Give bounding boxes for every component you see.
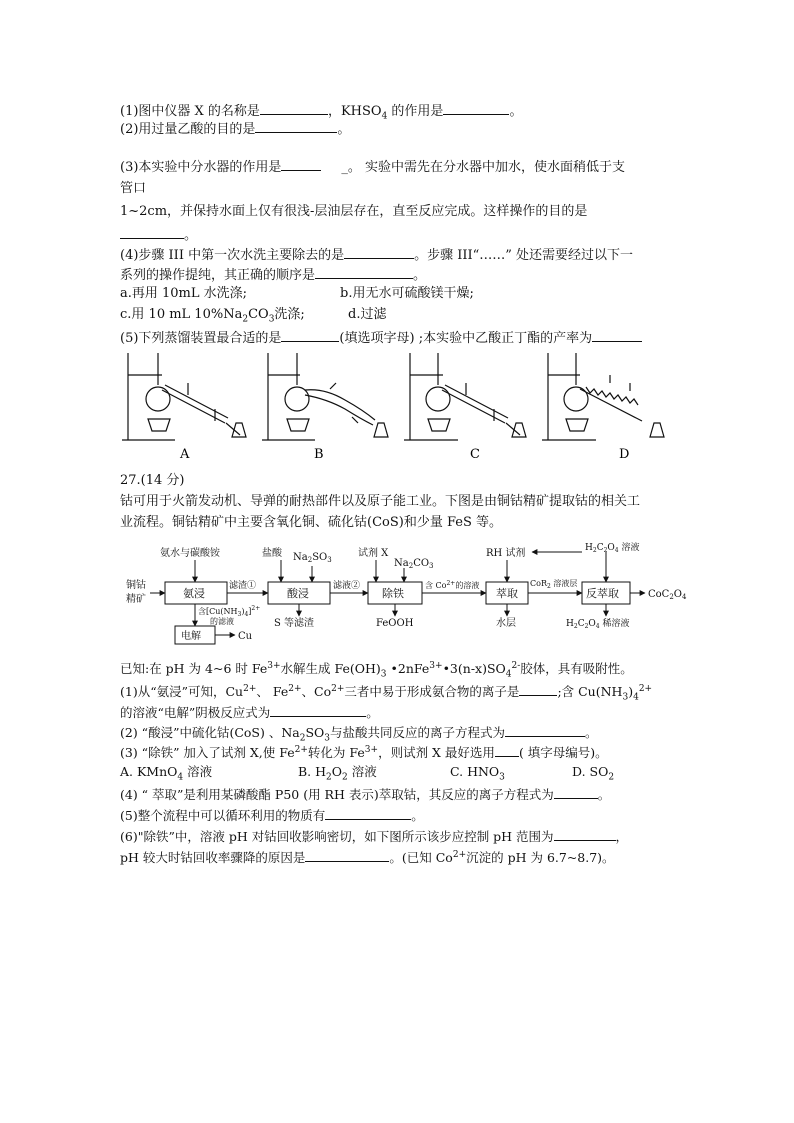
q3-line-4: 。 bbox=[120, 224, 197, 245]
p2-line: (2) “酸浸”中硫化钴(CoS) 、$Na_2SO_3$与盐酸共同反应的离子方程式为 。 bbox=[120, 722, 598, 742]
answer-blank[interactable] bbox=[505, 722, 585, 737]
rh-label: RH 试剂 bbox=[486, 548, 526, 559]
answer-blank[interactable] bbox=[260, 100, 328, 115]
q1-line: (1)图中仪器 X 的名称是 ，$KHSO_4$ 的作用是 。 bbox=[120, 100, 522, 121]
answer-blank[interactable] bbox=[592, 327, 642, 342]
section-27-heading: 27.(14 分) bbox=[120, 473, 185, 488]
option-c: c.用 10 mL $10\%Na_2CO_3$洗涤; bbox=[120, 307, 305, 325]
na2co3-label: $Na_2CO_3$ bbox=[394, 558, 434, 570]
q2-line: (2)用过量乙酸的目的是 。 bbox=[120, 118, 350, 139]
answer-blank[interactable] bbox=[325, 805, 411, 820]
na2so3-label: $Na_2SO_3$ bbox=[293, 552, 332, 564]
co-solution-label: 含 $Co^{2+}$的溶液 bbox=[425, 580, 480, 590]
water-layer-label: 水层 bbox=[496, 618, 516, 629]
box1-reagent: 氨水与碳酸铵 bbox=[160, 548, 220, 559]
answer-blank[interactable] bbox=[554, 784, 598, 799]
box-electrolysis-label: 电解 bbox=[181, 631, 201, 642]
p6-line-2: pH 较大时钴回收率骤降的原因是 。(已知 $Co^{2+}$沉淀的 pH 为 6.7~8.7)。 bbox=[120, 847, 615, 867]
answer-blank[interactable] bbox=[344, 244, 414, 259]
option-d: d.过滤 bbox=[348, 307, 387, 322]
p1-line: (1)从“氨浸”可知，$Cu^{2+}$、 $Fe^{2+}$、$Co^{2+}$三者中易于形成氨合物的离子是 ;含 $Cu(NH_3)_4^{2+}$ bbox=[120, 681, 652, 701]
apparatus-d bbox=[542, 353, 664, 440]
distillation-apparatus-figure bbox=[0, 345, 794, 465]
answer-blank[interactable] bbox=[495, 742, 519, 757]
intro-line-2: 业流程。铜钴精矿中主要含氧化铜、硫化钴(CoS)和少量 FeS 等。 bbox=[120, 515, 502, 530]
box3-label: 除铁 bbox=[382, 587, 404, 600]
reagent-x-label: 试剂 X bbox=[358, 548, 389, 559]
answer-blank[interactable] bbox=[315, 264, 413, 279]
hcl-label: 盐酸 bbox=[262, 548, 282, 559]
p6-line: (6)"除铁”中，溶液 pH 对钴回收影响密切，如下图所示该步应控制 pH 范围为 ， bbox=[120, 826, 628, 846]
answer-blank[interactable] bbox=[519, 681, 557, 696]
p1-line-2: 的溶液“电解”阴极反应式为 。 bbox=[120, 702, 379, 722]
process-flowchart bbox=[0, 538, 794, 648]
feooh-label: FeOOH bbox=[376, 618, 414, 629]
apparatus-a bbox=[122, 353, 246, 440]
answer-blank[interactable] bbox=[270, 702, 366, 717]
box4-label: 萃取 bbox=[496, 587, 518, 600]
p4-line: (4) “ 萃取”是利用某磷酸酯 P50 (用 RH 表示)萃取钴，其反应的离子方程式为 。 bbox=[120, 784, 610, 804]
copper-filtrate-label-2: 的滤液 bbox=[210, 617, 234, 626]
q3-line-2: 管口 bbox=[120, 181, 147, 196]
box2-label: 酸浸 bbox=[287, 587, 309, 600]
intro-line-1: 钴可用于火箭发动机、导弹的耐热部件以及原子能工业。下图是由铜钴精矿提取钴的相关工 bbox=[120, 494, 641, 509]
q4-line: (4)步骤 III 中第一次水洗主要除去的是 。步骤 III“……” 处还需要经过以下一 bbox=[120, 244, 633, 265]
filtrate-2: 滤液② bbox=[333, 581, 361, 591]
label-b: B bbox=[314, 447, 324, 462]
feed-label-2: 精矿 bbox=[126, 594, 146, 605]
s-residue-label: S 等滤渣 bbox=[274, 618, 315, 629]
answer-blank[interactable] bbox=[281, 156, 321, 171]
cu-label: Cu bbox=[238, 631, 253, 642]
feed-label-1: 铜钴 bbox=[126, 580, 146, 591]
answer-blank[interactable] bbox=[305, 847, 389, 862]
answer-blank[interactable] bbox=[255, 118, 337, 133]
q3-line: (3)本实验中分水器的作用是 _。 实验中需先在分水器中加水，使水面稍低于支 bbox=[120, 156, 625, 177]
apparatus-b bbox=[262, 353, 388, 440]
filtrate-1: 滤渣① bbox=[229, 581, 257, 591]
p3-option-d: D. $SO_2$ bbox=[572, 764, 615, 783]
coc2o4-label: $CoC_2O_4$ bbox=[648, 589, 687, 601]
option-b: b.用无水可硫酸镁干燥; bbox=[340, 286, 474, 301]
copper-filtrate-label: 含$[Cu(NH_3)_4]^{2+}$ bbox=[198, 605, 261, 618]
p3-option-c: C. $HNO_3$ bbox=[450, 764, 505, 783]
h2c2o4-label: $H_2C_2O_4$ 溶液 bbox=[585, 543, 640, 554]
known-line: 已知:在 pH 为 4~6 时 $Fe^{3+}$水解生成 $Fe(OH)_3$ $•2nFe^{3+}•3(n-x)SO_4^{2-}$胶体，具有吸附性。 bbox=[120, 660, 633, 680]
q4-line-2: 系列的操作提纯，其正确的顺序是 。 bbox=[120, 264, 426, 285]
h2c2o4-dilute-label: $H_2C_2O_4$ 稀溶液 bbox=[566, 619, 630, 630]
box1-label: 氨浸 bbox=[183, 587, 205, 600]
apparatus-c bbox=[404, 353, 526, 440]
cor2-label: CoR$_2$ 溶液层 bbox=[530, 579, 578, 590]
box5-label: 反萃取 bbox=[586, 587, 619, 600]
answer-blank[interactable] bbox=[554, 826, 616, 841]
q3-line-3: 1~2cm，并保持水面上仅有很浅-层油层存在，直至反应完成。这样操作的目的是 bbox=[120, 204, 588, 219]
p3-option-a: A. KMnO$_4$ 溶液 bbox=[120, 764, 213, 783]
q5-line: (5)下列蒸馏装置最合适的是 (填选项字母) ;本实验中乙酸正丁酯的产率为 bbox=[120, 327, 642, 348]
label-d: D bbox=[619, 447, 630, 462]
p5-line: (5)整个流程中可以循环利用的物质有 。 bbox=[120, 805, 424, 825]
p3-option-b: B. $H_2O_2$ 溶液 bbox=[298, 764, 377, 783]
label-a: A bbox=[180, 447, 190, 462]
answer-blank[interactable] bbox=[281, 327, 339, 342]
option-a: a.再用 10mL 水洗涤; bbox=[120, 286, 248, 301]
answer-blank[interactable] bbox=[443, 100, 509, 115]
p3-line: (3) “除铁” 加入了试剂 X,使 $Fe^{2+}$转化为 $Fe^{3+}$，则试剂 X 最好选用 ( 填字母编号)。 bbox=[120, 742, 608, 762]
answer-blank[interactable] bbox=[120, 224, 184, 239]
label-c: C bbox=[470, 447, 480, 462]
